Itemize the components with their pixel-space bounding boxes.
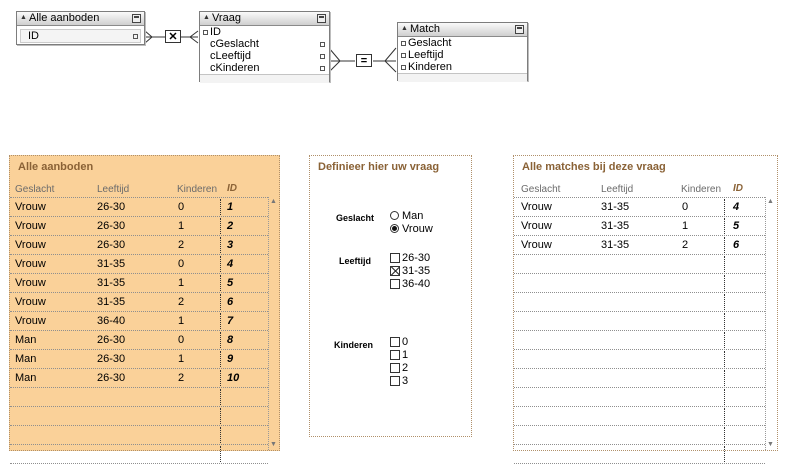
- id-separator: [220, 408, 221, 424]
- field-label: ID: [210, 26, 221, 38]
- panel-vraag: [309, 155, 472, 437]
- table-row[interactable]: [10, 274, 268, 293]
- table-row[interactable]: [10, 331, 268, 350]
- cell-kinderen: 0: [178, 334, 185, 346]
- to-vraag[interactable]: [199, 11, 330, 82]
- cell-id: 8: [227, 334, 234, 346]
- id-separator: [220, 370, 221, 386]
- option-label: 36-40: [402, 278, 431, 290]
- table-row[interactable]: [10, 255, 268, 274]
- option-label: 2: [402, 362, 409, 374]
- empty-row: [514, 388, 765, 407]
- cell-geslacht: Vrouw: [521, 220, 552, 232]
- field-label: Geslacht: [408, 37, 452, 49]
- checkbox-group-leeftijd[interactable]: [390, 252, 430, 291]
- empty-row: [514, 312, 765, 331]
- cell-geslacht: Vrouw: [15, 239, 46, 251]
- cell-geslacht: Vrouw: [521, 201, 552, 213]
- label-geslacht: Geslacht: [336, 213, 375, 223]
- empty-row: [10, 426, 268, 445]
- portal-scrollbar[interactable]: [765, 197, 776, 450]
- cell-geslacht: Vrouw: [15, 296, 46, 308]
- label-leeftijd: Leeftijd: [339, 256, 372, 266]
- option-label: 26-30: [402, 252, 431, 264]
- col-header-kinderen: Kinderen: [681, 184, 722, 195]
- cell-leeftijd: 31-35: [601, 220, 630, 232]
- cross-icon: ✕: [168, 31, 178, 43]
- cell-geslacht: Vrouw: [15, 277, 46, 289]
- cell-id: 5: [733, 220, 740, 232]
- id-separator: [220, 332, 221, 348]
- empty-row: [514, 350, 765, 369]
- empty-row: [514, 331, 765, 350]
- empty-row: [514, 445, 765, 464]
- id-separator: [220, 256, 221, 272]
- cell-id: 1: [227, 201, 234, 213]
- empty-row: [514, 369, 765, 388]
- id-separator: [220, 275, 221, 291]
- label-kinderen: Kinderen: [334, 340, 374, 350]
- portal-alle-matches[interactable]: [514, 197, 765, 464]
- cell-kinderen: 0: [178, 258, 185, 270]
- to-alle-aanboden-title: Alle aanboden: [29, 12, 100, 24]
- arrow-icon: ▲: [20, 14, 27, 21]
- table-row[interactable]: [10, 312, 268, 331]
- col-header-kinderen: Kinderen: [177, 184, 218, 195]
- radio-option-vrouw[interactable]: [390, 223, 433, 236]
- cell-id: 4: [733, 201, 740, 213]
- cell-leeftijd: 26-30: [97, 220, 126, 232]
- cell-leeftijd: 31-35: [97, 296, 126, 308]
- cell-geslacht: Man: [15, 372, 37, 384]
- id-separator: [724, 332, 725, 348]
- checkbox[interactable]: [390, 279, 400, 289]
- empty-row: [514, 293, 765, 312]
- to-alle-aanboden[interactable]: [16, 11, 145, 45]
- id-separator: [220, 313, 221, 329]
- id-separator: [724, 408, 725, 424]
- table-row[interactable]: [514, 236, 765, 255]
- to-vraag-header[interactable]: [200, 12, 329, 26]
- cell-kinderen: 0: [682, 201, 689, 213]
- cell-leeftijd: 26-30: [97, 334, 126, 346]
- cell-kinderen: 0: [178, 201, 185, 213]
- checkbox[interactable]: [390, 253, 400, 263]
- panel-title: Alle aanboden: [18, 161, 94, 173]
- cell-kinderen: 1: [178, 220, 185, 232]
- id-separator: [724, 427, 725, 443]
- id-separator: [220, 294, 221, 310]
- cell-id: 2: [227, 220, 234, 232]
- cell-geslacht: Man: [15, 353, 37, 365]
- to-match-header[interactable]: [398, 23, 527, 37]
- id-separator: [220, 218, 221, 234]
- cell-id: 9: [227, 353, 234, 365]
- id-separator: [724, 313, 725, 329]
- id-separator: [724, 199, 725, 215]
- empty-row: [514, 407, 765, 426]
- option-label: Vrouw: [402, 223, 433, 235]
- collapse-icon[interactable]: [317, 14, 326, 23]
- collapse-icon[interactable]: [515, 25, 524, 34]
- empty-row: [514, 426, 765, 445]
- cell-id: 4: [227, 258, 234, 270]
- col-header-id: ID: [227, 183, 237, 194]
- cell-kinderen: 1: [682, 220, 689, 232]
- id-separator: [220, 351, 221, 367]
- to-match-title: Match: [410, 23, 440, 35]
- table-row[interactable]: [514, 217, 765, 236]
- col-header-geslacht: Geslacht: [521, 184, 561, 195]
- option-label: 0: [402, 336, 409, 348]
- to-field-cleeftijd[interactable]: [200, 50, 329, 62]
- cell-leeftijd: 36-40: [97, 315, 126, 327]
- empty-row: [10, 445, 268, 464]
- id-separator: [220, 446, 221, 462]
- cell-leeftijd: 31-35: [97, 277, 126, 289]
- key-icon: [320, 66, 325, 71]
- arrow-icon: ▲: [203, 14, 210, 21]
- to-field-kinderen[interactable]: [398, 61, 527, 73]
- checkbox-option-3[interactable]: [390, 375, 408, 388]
- to-field-geslacht[interactable]: [398, 37, 527, 49]
- key-icon: [401, 53, 406, 58]
- table-row[interactable]: [10, 198, 268, 217]
- cell-id: 5: [227, 277, 234, 289]
- col-header-leeftijd: Leeftijd: [97, 184, 130, 195]
- table-row[interactable]: [10, 217, 268, 236]
- radio-group-geslacht[interactable]: [390, 210, 433, 236]
- id-separator: [724, 370, 725, 386]
- cell-id: 6: [227, 296, 234, 308]
- empty-row: [514, 255, 765, 274]
- cell-geslacht: Man: [15, 334, 37, 346]
- to-field-leeftijd[interactable]: [398, 49, 527, 61]
- to-field-ckinderen[interactable]: [200, 62, 329, 74]
- option-label: Man: [402, 210, 424, 222]
- col-header-id: ID: [733, 183, 743, 194]
- id-separator: [724, 237, 725, 253]
- id-separator: [220, 199, 221, 215]
- cell-kinderen: 2: [682, 239, 689, 251]
- cell-kinderen: 2: [178, 239, 185, 251]
- checkbox[interactable]: [390, 350, 400, 360]
- checkbox[interactable]: [390, 337, 400, 347]
- empty-row: [10, 388, 268, 407]
- id-separator: [220, 427, 221, 443]
- cell-geslacht: Vrouw: [15, 201, 46, 213]
- portal-alle-aanboden[interactable]: [10, 197, 268, 464]
- scroll-down-icon[interactable]: ▼: [270, 441, 277, 448]
- cell-leeftijd: 31-35: [601, 239, 630, 251]
- cell-leeftijd: 26-30: [97, 353, 126, 365]
- cell-geslacht: Vrouw: [521, 239, 552, 251]
- checkbox-option-36-40[interactable]: [390, 278, 430, 291]
- checkbox-option-31-35[interactable]: [390, 265, 430, 278]
- to-alle-aanboden-header[interactable]: [17, 12, 144, 26]
- cell-kinderen: 1: [178, 315, 185, 327]
- table-row[interactable]: [514, 198, 765, 217]
- cell-leeftijd: 31-35: [601, 201, 630, 213]
- id-separator: [724, 351, 725, 367]
- checkbox[interactable]: [390, 363, 400, 373]
- scroll-down-icon[interactable]: ▼: [767, 441, 774, 448]
- cell-leeftijd: 26-30: [97, 201, 126, 213]
- to-field-cgeslacht[interactable]: [200, 38, 329, 50]
- id-separator: [220, 237, 221, 253]
- key-icon: [401, 41, 406, 46]
- key-icon: [320, 42, 325, 47]
- panel-alle-aanboden: [9, 155, 280, 451]
- id-separator: [220, 389, 221, 405]
- panel-alle-matches: [513, 155, 778, 451]
- scroll-up-icon[interactable]: ▲: [767, 198, 774, 205]
- field-label: Leeftijd: [408, 49, 444, 61]
- collapse-icon[interactable]: [132, 14, 141, 23]
- to-footer: [200, 74, 329, 83]
- relationship-equal-operator[interactable]: [356, 54, 372, 67]
- field-label: Kinderen: [408, 61, 453, 73]
- cell-geslacht: Vrouw: [15, 220, 46, 232]
- key-icon: [133, 34, 138, 39]
- cell-id: 6: [733, 239, 740, 251]
- checkbox-option-1[interactable]: [390, 349, 408, 362]
- cell-geslacht: Vrouw: [15, 258, 46, 270]
- col-header-geslacht: Geslacht: [15, 184, 55, 195]
- key-icon: [203, 30, 208, 35]
- id-separator: [724, 275, 725, 291]
- checkbox-option-26-30[interactable]: [390, 252, 430, 265]
- empty-row: [10, 407, 268, 426]
- checkbox[interactable]: [390, 266, 400, 276]
- checkbox[interactable]: [390, 376, 400, 386]
- cell-id: 10: [227, 372, 240, 384]
- table-row[interactable]: [10, 369, 268, 388]
- panel-title: Definieer hier uw vraag: [318, 161, 440, 173]
- field-label: cKinderen: [210, 62, 260, 74]
- table-row[interactable]: [10, 350, 268, 369]
- cell-kinderen: 2: [178, 372, 185, 384]
- id-separator: [724, 389, 725, 405]
- option-label: 3: [402, 375, 409, 387]
- cell-leeftijd: 26-30: [97, 372, 126, 384]
- key-icon: [401, 65, 406, 70]
- radio-option-man[interactable]: [390, 210, 433, 223]
- scroll-up-icon[interactable]: ▲: [270, 198, 277, 205]
- id-separator: [724, 446, 725, 462]
- relationship-cross-operator[interactable]: [165, 30, 181, 43]
- radio-button[interactable]: [390, 211, 399, 220]
- checkbox-group-kinderen[interactable]: [390, 336, 408, 388]
- checkbox-option-0[interactable]: [390, 336, 408, 349]
- table-row[interactable]: [10, 293, 268, 312]
- arrow-icon: ▲: [401, 25, 408, 32]
- col-header-leeftijd: Leeftijd: [601, 184, 634, 195]
- radio-button[interactable]: [390, 224, 399, 233]
- cell-id: 7: [227, 315, 234, 327]
- panel-title: Alle matches bij deze vraag: [522, 161, 666, 173]
- option-label: 31-35: [402, 265, 431, 277]
- cell-leeftijd: 26-30: [97, 239, 126, 251]
- portal-scrollbar[interactable]: [268, 197, 279, 450]
- id-separator: [724, 256, 725, 272]
- cell-geslacht: Vrouw: [15, 315, 46, 327]
- field-label: ID: [28, 30, 39, 42]
- option-label: 1: [402, 349, 409, 361]
- to-field-id[interactable]: [20, 29, 141, 43]
- checkbox-option-2[interactable]: [390, 362, 408, 375]
- cell-leeftijd: 31-35: [97, 258, 126, 270]
- empty-row: [514, 274, 765, 293]
- table-row[interactable]: [10, 236, 268, 255]
- to-field-id[interactable]: [200, 26, 329, 38]
- id-separator: [724, 294, 725, 310]
- field-label: cGeslacht: [210, 38, 259, 50]
- cell-kinderen: 1: [178, 277, 185, 289]
- id-separator: [724, 218, 725, 234]
- key-icon: [320, 54, 325, 59]
- to-footer: [398, 73, 527, 82]
- field-label: cLeeftijd: [210, 50, 251, 62]
- cell-kinderen: 2: [178, 296, 185, 308]
- to-vraag-title: Vraag: [212, 12, 241, 24]
- equal-icon: =: [360, 55, 368, 67]
- to-match[interactable]: [397, 22, 528, 81]
- cell-kinderen: 1: [178, 353, 185, 365]
- cell-id: 3: [227, 239, 234, 251]
